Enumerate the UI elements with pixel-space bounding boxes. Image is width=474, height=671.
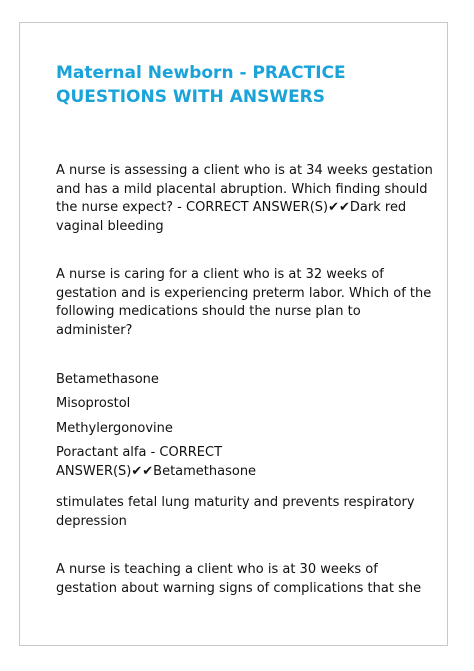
question-1-line: and has a mild placental abruption. Which finding should (56, 181, 428, 197)
answer-rationale (56, 494, 426, 531)
rationale-line: depression (56, 513, 127, 529)
document-page (19, 22, 448, 646)
question-2-line: gestation and is experiencing preterm labor. Which of the (56, 285, 432, 301)
question-3-line: A nurse is teaching a client who is at 30 weeks of (56, 562, 378, 577)
question-3 (56, 561, 426, 598)
question-3-line: gestation about warning signs of complications that she (56, 580, 422, 596)
title-line: Maternal Newborn - PRACTICE (56, 63, 346, 83)
question-2-line: administer? (56, 322, 133, 338)
question-2-line: A nurse is caring for a client who is at 32 weeks of (56, 267, 384, 282)
option-betamethasone: Betamethasone (56, 372, 159, 387)
option-poractant-alfa: Poractant alfa - CORRECT ANSWER(S)✔✔Betamethasone (56, 445, 257, 479)
question-1 (56, 162, 433, 236)
question-2 (56, 266, 432, 340)
question-1-line: vaginal bleeding (56, 218, 164, 234)
option-methylergonovine: Methylergonovine (56, 421, 173, 436)
question-2-line: following medications should the nurse plan to (56, 304, 361, 319)
question-1-line: A nurse is assessing a client who is at 34 weeks gestation (56, 163, 433, 178)
title-line: QUESTIONS WITH ANSWERS (56, 87, 326, 107)
question-1-line: the nurse expect? - CORRECT ANSWER(S)✔✔Dark red (56, 200, 407, 215)
rationale-line: stimulates fetal lung maturity and prevents respiratory (56, 495, 415, 510)
document-title (56, 61, 426, 109)
option-misoprostol: Misoprostol (56, 396, 131, 411)
